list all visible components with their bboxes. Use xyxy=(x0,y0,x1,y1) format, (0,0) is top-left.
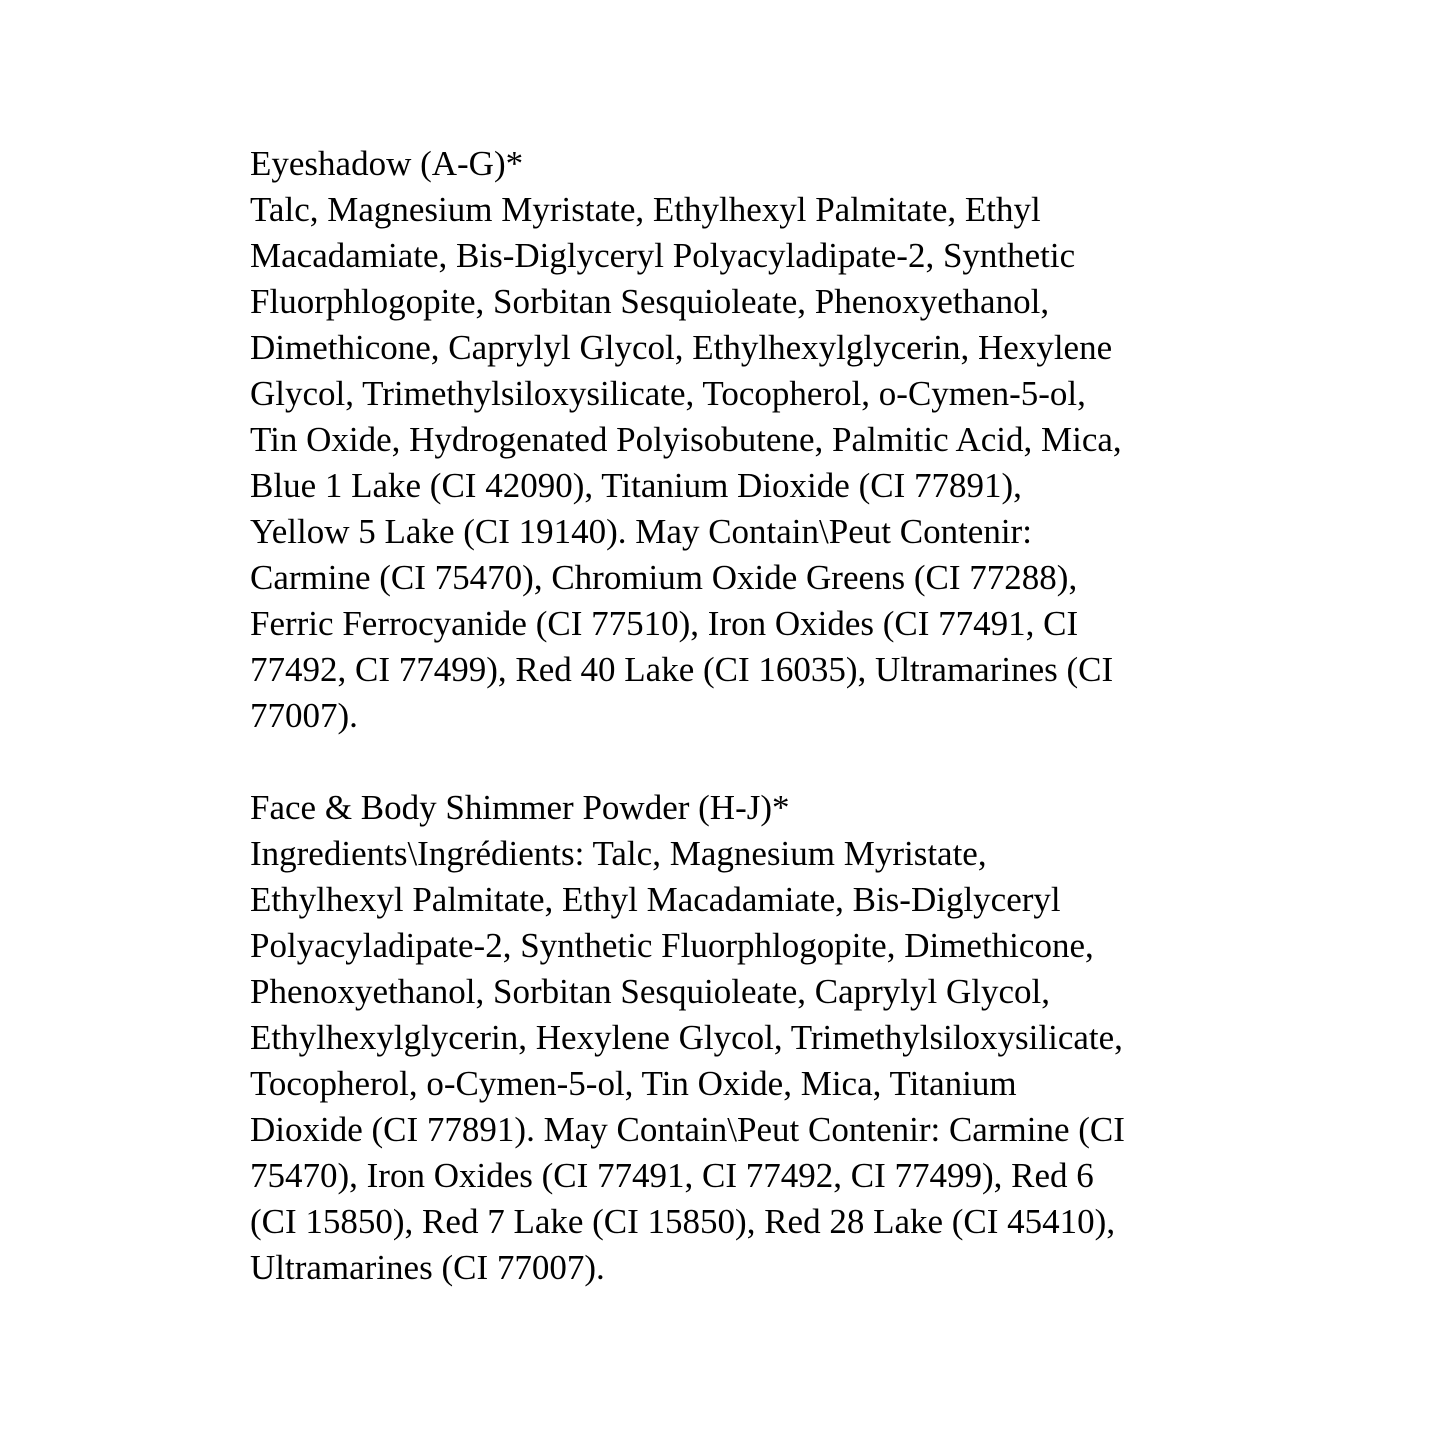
section-title-face-body-shimmer: Face & Body Shimmer Powder (H-J)* xyxy=(250,788,790,827)
ingredients-line: Tocopherol, o-Cymen-5-ol, Tin Oxide, Mica, Titanium xyxy=(250,1064,1017,1103)
ingredients-line: Ethylhexylglycerin, Hexylene Glycol, Trimethylsiloxysilicate, xyxy=(250,1018,1123,1057)
ingredients-line: Ultramarines (CI 77007). xyxy=(250,1248,605,1287)
ingredients-line: Ethylhexyl Palmitate, Ethyl Macadamiate, Bis-Diglyceryl xyxy=(250,880,1061,919)
ingredients-line: Dioxide (CI 77891). May Contain\Peut Contenir: Carmine (CI xyxy=(250,1110,1125,1149)
ingredients-line: Polyacyladipate-2, Synthetic Fluorphlogopite, Dimethicone, xyxy=(250,926,1094,965)
section-eyeshadow-ingredients xyxy=(250,141,1410,739)
ingredients-line: Fluorphlogopite, Sorbitan Sesquioleate, Phenoxyethanol, xyxy=(250,282,1050,321)
ingredients-line: Glycol, Trimethylsiloxysilicate, Tocopherol, o-Cymen-5-ol, xyxy=(250,374,1086,413)
ingredients-line: Dimethicone, Caprylyl Glycol, Ethylhexylglycerin, Hexylene xyxy=(250,328,1113,367)
ingredients-line: Phenoxyethanol, Sorbitan Sesquioleate, Caprylyl Glycol, xyxy=(250,972,1051,1011)
ingredients-line: (CI 15850), Red 7 Lake (CI 15850), Red 28 Lake (CI 45410), xyxy=(250,1202,1116,1241)
ingredients-line: 77007). xyxy=(250,696,358,735)
ingredients-line: Yellow 5 Lake (CI 19140). May Contain\Peut Contenir: xyxy=(250,512,1032,551)
ingredients-line: Tin Oxide, Hydrogenated Polyisobutene, Palmitic Acid, Mica, xyxy=(250,420,1122,459)
ingredients-line: 77492, CI 77499), Red 40 Lake (CI 16035), Ultramarines (CI xyxy=(250,650,1114,689)
ingredients-line: Macadamiate, Bis-Diglyceryl Polyacyladipate-2, Synthetic xyxy=(250,236,1076,275)
ingredients-line: Carmine (CI 75470), Chromium Oxide Greens (CI 77288), xyxy=(250,558,1078,597)
ingredients-line: Ferric Ferrocyanide (CI 77510), Iron Oxides (CI 77491, CI xyxy=(250,604,1079,643)
ingredients-line: 75470), Iron Oxides (CI 77491, CI 77492, CI 77499), Red 6 xyxy=(250,1156,1094,1195)
ingredients-line: Ingredients\Ingrédients: Talc, Magnesium Myristate, xyxy=(250,834,987,873)
ingredients-line: Blue 1 Lake (CI 42090), Titanium Dioxide (CI 77891), xyxy=(250,466,1022,505)
section-face-body-shimmer-ingredients xyxy=(250,785,1410,1291)
section-title-eyeshadow: Eyeshadow (A-G)* xyxy=(250,144,524,183)
section-divider-gap xyxy=(250,739,1410,785)
ingredients-line: Talc, Magnesium Myristate, Ethylhexyl Palmitate, Ethyl xyxy=(250,190,1041,229)
ingredients-text-block xyxy=(250,141,1410,1291)
